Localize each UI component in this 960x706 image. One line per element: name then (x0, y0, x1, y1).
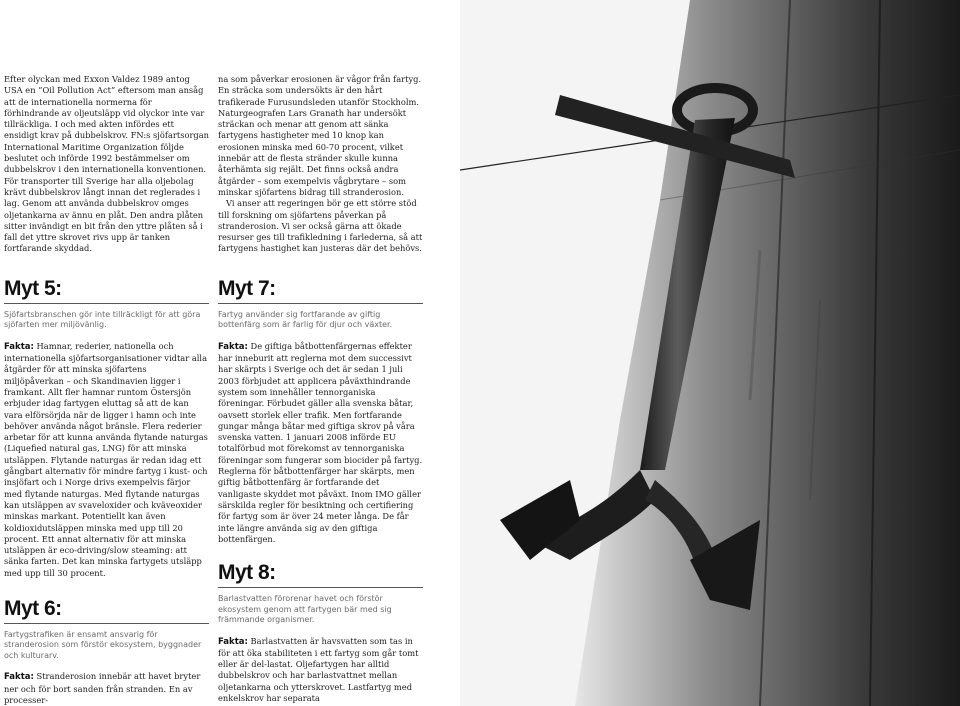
anchor-photo-icon (460, 0, 960, 706)
myt7-fakta-label: Fakta: (218, 341, 248, 352)
continued-paragraph: na som påverkar erosionen är vågor från fartyg. En sträcka som undersökts är den hårt trafikerade Furusundsleden utanför Stockholm. Naturgeografen Lars Granath har undersökt sträckan och menar att genom att sänka fartygens hastigheter med 10 knop kan erosionen minska med 60-70 procent, vilket innebär att de flesta stränder skulle kunna återhämta sig rejält. Det finns också andra åtgärder – som exempelvis vågbrytare – som minskar sjöfartens bidrag till stranderosion. (218, 74, 422, 197)
intro-paragraph: Efter olyckan med Exxon Valdez 1989 antog USA en ”Oil Pollution Act” eftersom man ansåg att de internationella normerna för förhindrande av oljeutsläpp vid olyckor inte var tillräckliga. I och med akten infördes ett ensidigt krav på dubbelskrov. FN:s sjöfartsorgan International Maritime Organization följde beslutet och införde 1992 bestämmelser om dubbelskrov i den internationella konventionen. För transporter till Sverige har alla oljebolag krävt dubbelskrov långt innan det reglerades i lag. Genom att använda dubbelskrov omges oljetankarna av ännu en plåt. Den andra plåten sitter invändigt en bit från den yttre plåten så i fall det yttre skrovet rivs upp är tanken fortfarande skyddad. (4, 74, 210, 254)
myt6-heading: Myt 6: (4, 596, 62, 620)
myt8-fakta-text: Barlastvatten är havsvatten som tas in för att öka stabiliteten i ett fartyg som går tomt eller är del-lastat. Oljefartygen har alltid dubbelskrov och har barlastvattnet mellan oljetankarna och ytterskrovet. Lastfartyg med enkelskrov har separata (218, 635, 419, 704)
myt6-fakta-label: Fakta: (4, 672, 34, 683)
myt7-fakta (218, 341, 423, 545)
myt8-fakta (218, 636, 423, 705)
myt5-heading: Myt 5: (4, 276, 62, 300)
myt8-fakta-label: Fakta: (218, 636, 248, 647)
myt5-fakta-label: Fakta: (4, 341, 34, 352)
recommendation-paragraph: Vi anser att regeringen bör ge ett större stöd till forskning om sjöfartens påverkan på stranderosion. Vi ser också gärna att ökade resurser ges till trafikledning i farlederna, så att fartygens hastighet kan justeras där det behövs. (218, 198, 423, 254)
myt5-claim: Sjöfartsbranschen gör inte tillräckligt för att göra sjöfarten mer miljövänlig. (4, 309, 201, 330)
myt5-fakta (4, 341, 209, 579)
myt7-rule (218, 303, 423, 304)
myt7-heading: Myt 7: (218, 276, 276, 300)
myt6-rule (4, 623, 209, 624)
myt7-fakta-text: De giftiga båtbottenfärgernas effekter har inneburit att reglerna mot dem successivt har skärpts i Sverige och det är sedan 1 juli 2003 förbjudet att applicera påväxthindrande system som innehåller tennorganiska föreningar. Förbudet gäller alla svenska båtar, oavsett storlek eller trafik. Men fortfarande gungar många båtar med giftiga skrov på våra svenska vatten. 1 januari 2008 införde EU totalförbud mot förekomst av tennorganiska föreningar som fungerar som biocider på fartyg. Reglerna för båtbottenfärger har skärpts, men giftig båtbottenfärg är fortfarande det vanligaste skyddet mot påväxt. Inom IMO gäller särskilda regler för besiktning och certifiering för fartyg som är över 24 meter långa. De får inte längre använda sig av den giftiga bottenfärgen. (218, 340, 423, 544)
myt8-heading: Myt 8: (218, 561, 276, 585)
myt8-rule (218, 587, 423, 588)
myt8-claim: Barlastvatten förorenar havet och förstör ekosystem genom att fartygen bär med sig främmande organismer. (218, 594, 392, 625)
myt6-fakta (4, 671, 209, 706)
left-column (4, 74, 209, 706)
myt6-claim: Fartygstrafiken är ensamt ansvarig för stranderosion som förstör ekosystem, byggnader och kulturarv. (4, 629, 202, 660)
right-column (218, 74, 423, 704)
myt5-fakta-text: Hamnar, rederier, nationella och internationella sjöfartsorganisationer vidtar alla åtgärder för att minska sjöfartens miljöpåverkan – och Skandinavien ligger i framkant. Allt fler hamnar runtom Östersjön erbjuder idag fartygen eluttag så att de kan vara elförsörjda när de ligger i hamn och inte behöver använda något bränsle. Flera rederier arbetar för att kunna använda flytande naturgas (Liquefied natural gas, LNG) för att minska utsläppen. Flytande naturgas är redan idag ett gångbart alternativ för mindre fartyg i kust- och insjöfart och i Norge drivs exempelvis färjor med flytande naturgas. Med flytande naturgas kan utsläppen av svaveloxider och kväveoxider minskas markant. Potentiellt kan även koldioxidutsläppen minska med upp till 20 procent. Ett annat alternativ för att minska utsläppen är eco-driving/slow steaming: att sänka farten. Det kan minska fartygets utsläpp med upp till 30 procent. (4, 340, 208, 578)
myt5-rule (4, 303, 209, 304)
myt7-claim: Fartyg använder sig fortfarande av giftig bottenfärg som är farlig för djur och växter. (218, 309, 393, 330)
myt6-fakta-text: Stranderosion innebär att havet bryter ner och för bort sanden från stranden. En av processer- (4, 671, 201, 706)
